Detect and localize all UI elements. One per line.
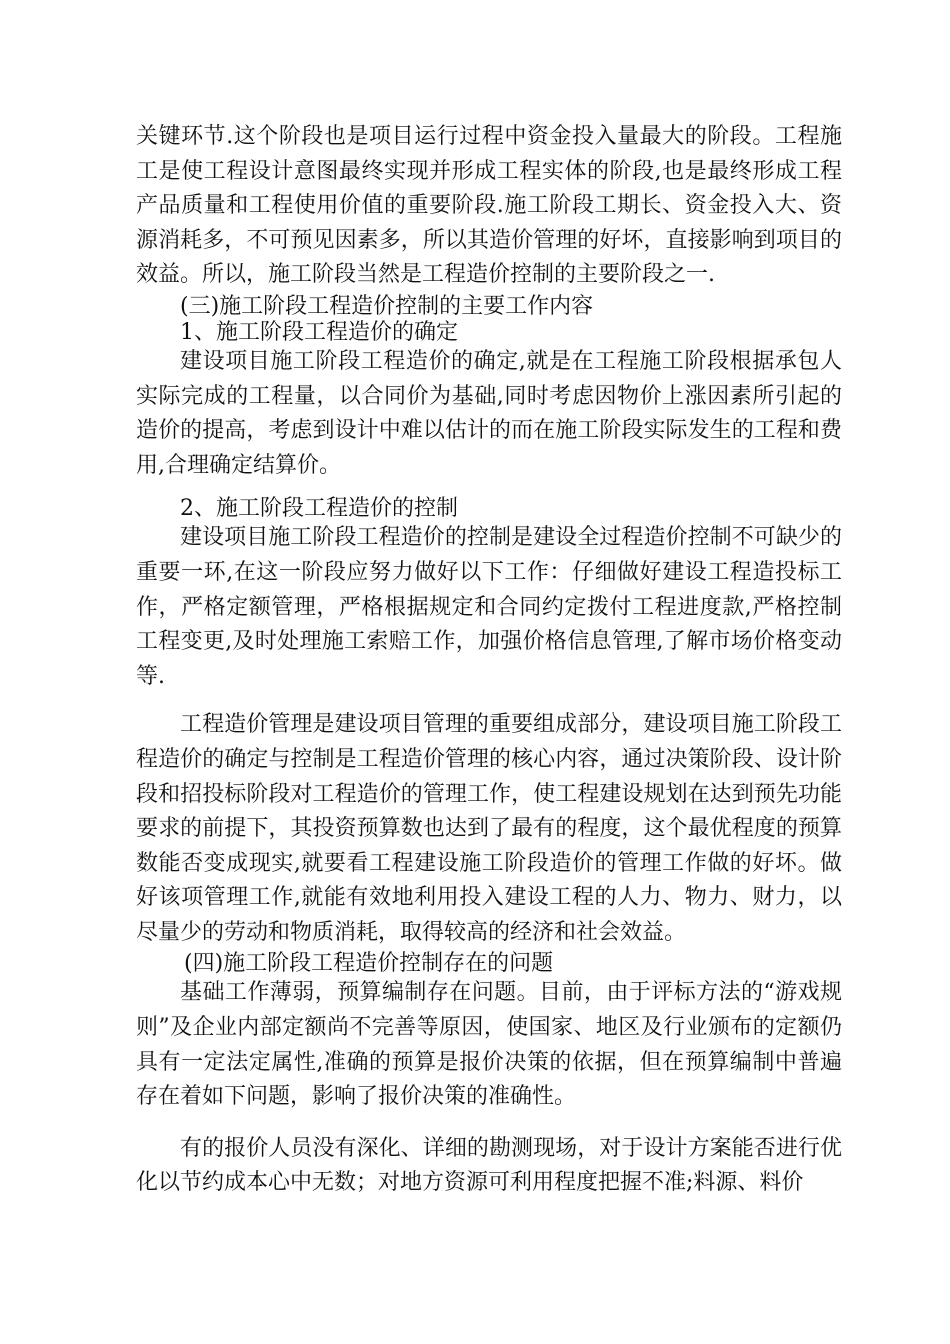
- paragraph-1: 关键环节.这个阶段也是项目运行过程中资金投入量最大的阶段。工程施工是使工程设计意图最终实现并形成工程实体的阶段,也是最终形成工程产品质量和工程使用价值的重要阶段.施工阶段工期长、资金投入大、资源消耗多，不可预见因素多，所以其造价管理的好坏，直接影响到项目的效益。所以，施工阶段当然是工程造价控制的主要阶段之一.: [136, 124, 842, 288]
- section-heading-4: (四)施工阶段工程造价控制存在的问题: [184, 951, 554, 977]
- subsection-heading-3-1: 1、施工阶段工程造价的确定: [180, 319, 458, 345]
- section-heading-3: (三)施工阶段工程造价控制的主要工作内容: [180, 293, 594, 319]
- paragraph-2: 建设项目施工阶段工程造价的确定,就是在工程施工阶段根据承包人实际完成的工程量，以合同价为基础,同时考虑因物价上涨因素所引起的造价的提高，考虑到设计中难以估计的而在施工阶段实际发生的工程和费用,合理确定结算价。: [136, 348, 842, 478]
- document-page: [136, 120, 842, 1201]
- paragraph-6: 有的报价人员没有深化、详细的勘测现场，对于设计方案能否进行优化以节约成本心中无数；对地方资源可利用程度把握不准;料源、料价: [136, 1135, 842, 1196]
- subsection-heading-3-2: 2、施工阶段工程造价的控制: [180, 496, 458, 522]
- paragraph-4: 工程造价管理是建设项目管理的重要组成部分，建设项目施工阶段工程造价的确定与控制是工程造价管理的核心内容，通过决策阶段、设计阶段和招投标阶段对工程造价的管理工作，使工程建设规划在达到预先功能要求的前提下，其投资预算数也达到了最有的程度，这个最优程度的预算数能否变成现实,就要看工程建设施工阶段造价的管理工作做的好坏。做好该项管理工作,就能有效地利用投入建设工程的人力、物力、财力，以尽量少的劳动和物质消耗，取得较高的经济和社会效益。: [136, 712, 842, 945]
- paragraph-5: 基础工作薄弱，预算编制存在问题。目前，由于评标方法的“游戏规则”及企业内部定额尚不完善等原因，使国家、地区及行业颁布的定额仍具有一定法定属性,准确的预算是报价决策的依据，但在预算编制中普遍存在着如下问题，影响了报价决策的准确性。: [136, 980, 842, 1110]
- paragraph-3: 建设项目施工阶段工程造价的控制是建设全过程造价控制不可缺少的重要一环,在这一阶段应努力做好以下工作：仔细做好建设工程造投标工作，严格定额管理，严格根据规定和合同约定拨付工程进度款,严格控制工程变更,及时处理施工索赔工作，加强价格信息管理,了解市场价格变动等.: [136, 525, 842, 689]
